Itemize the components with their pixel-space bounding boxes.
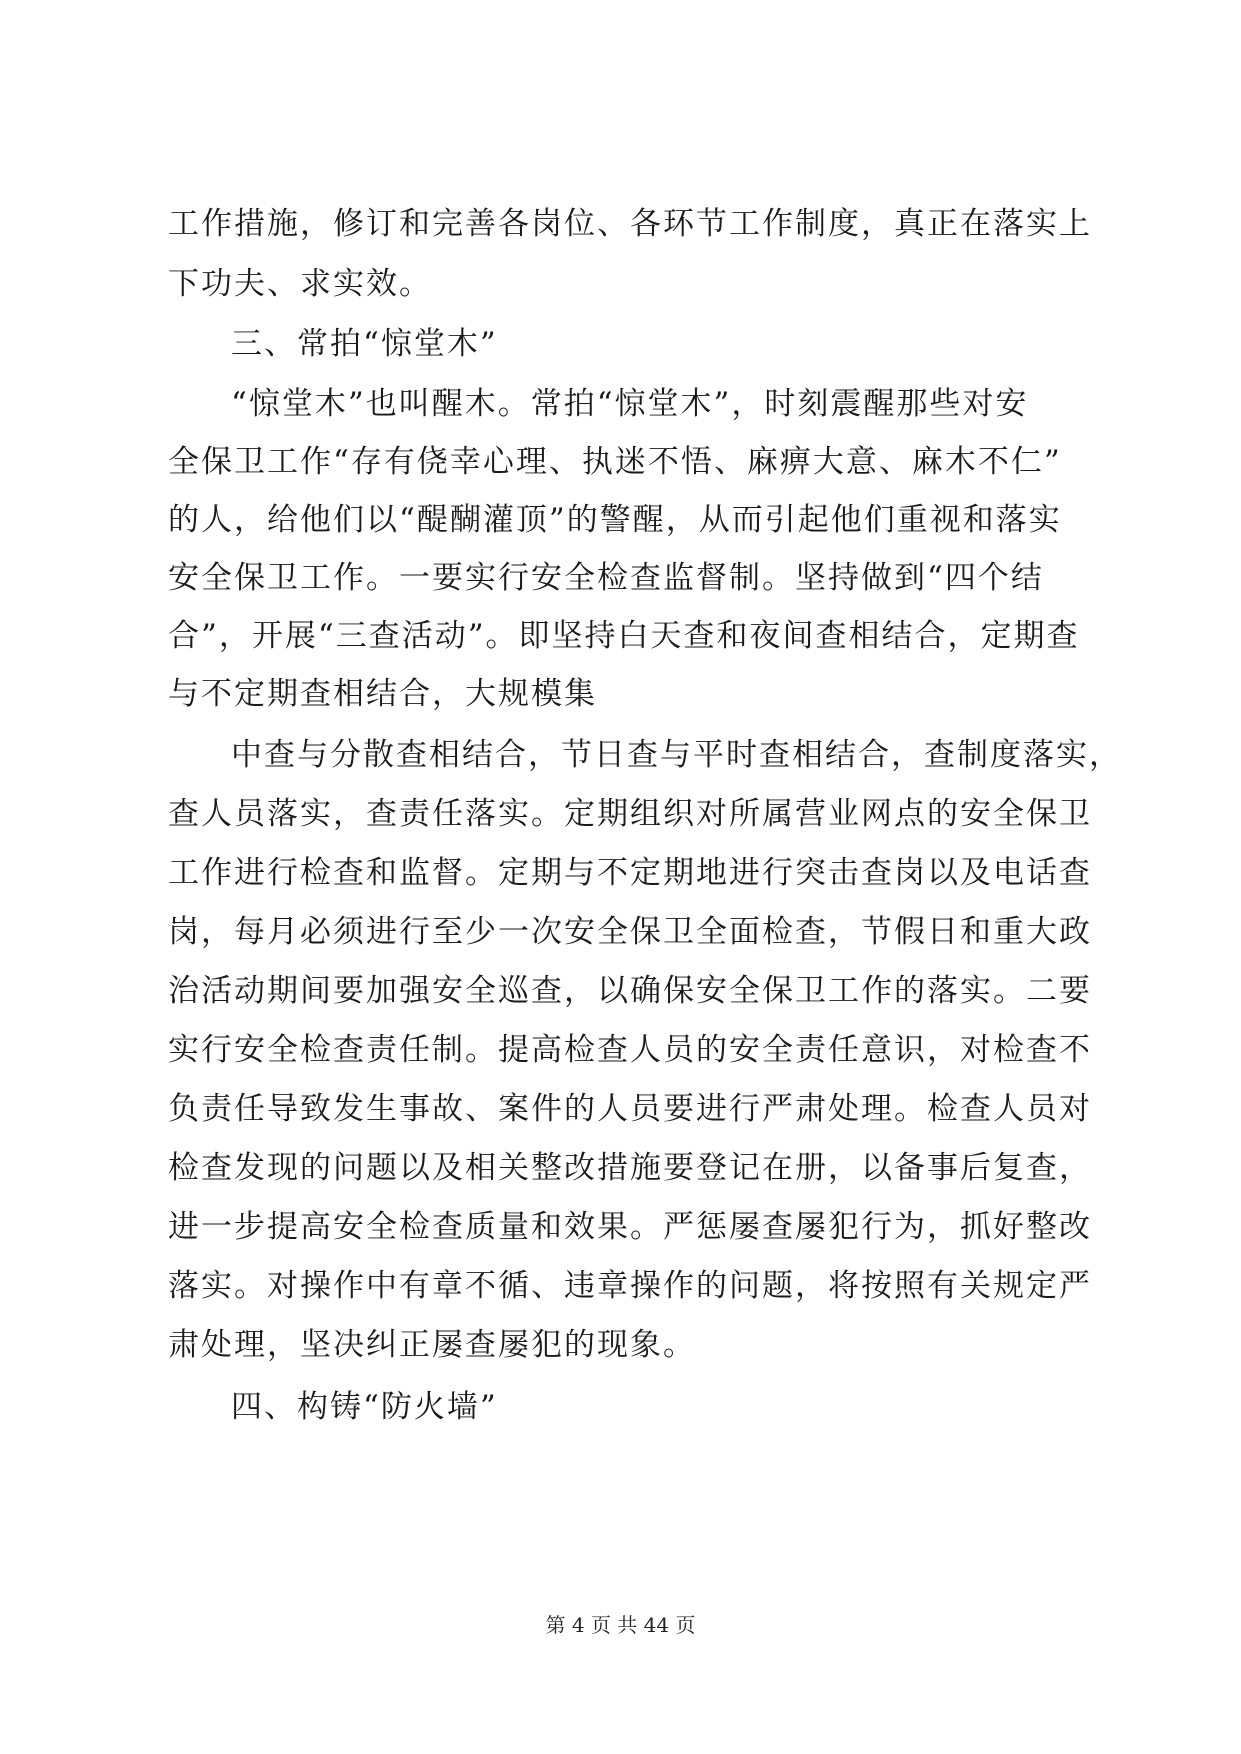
section-heading: 四、构铸“防火墙”: [231, 1389, 498, 1425]
paragraph-line: 下功夫、求实效。: [168, 266, 432, 302]
paragraph-line: 治活动期间要加强安全巡查，以确保安全保卫工作的落实。二要: [168, 973, 1092, 1009]
paragraph-line: 查人员落实，查责任落实。定期组织对所属营业网点的安全保卫: [168, 796, 1092, 832]
section-heading: 三、常拍“惊堂木”: [231, 326, 498, 362]
page-number-footer: 第 4 页 共 44 页: [545, 1613, 696, 1637]
paragraph-line: 岗，每月必须进行至少一次安全保卫全面检查，节假日和重大政: [168, 914, 1092, 950]
paragraph-line: 肃处理，坚决纠正屡查屡犯的现象。: [168, 1327, 696, 1363]
paragraph-line: 工作进行检查和监督。定期与不定期地进行突击查岗以及电话查: [168, 855, 1092, 891]
paragraph-line: 实行安全检查责任制。提高检查人员的安全责任意识，对检查不: [168, 1032, 1092, 1068]
paragraph-line: 负责任导致发生事故、案件的人员要进行严肃处理。检查人员对: [168, 1091, 1092, 1127]
paragraph-line: 工作措施，修订和完善各岗位、各环节工作制度，真正在落实上: [168, 206, 1092, 242]
paragraph-line: 进一步提高安全检查质量和效果。严惩屡查屡犯行为，抓好整改: [168, 1209, 1092, 1245]
paragraph-line: “惊堂木”也叫醒木。常拍“惊堂木”，时刻震醒那些对安: [231, 386, 1029, 422]
paragraph-line: 中查与分散查相结合，节日查与平时查相结合，查制度落实，: [231, 737, 1122, 773]
paragraph-line: 检查发现的问题以及相关整改措施要登记在册，以备事后复查，: [168, 1150, 1092, 1186]
paragraph-line: 全保卫工作“存有侥幸心理、执迷不悟、麻痹大意、麻木不仁”: [168, 444, 1062, 480]
paragraph-line: 合”，开展“三查活动”。即坚持白天查和夜间查相结合，定期查: [168, 618, 1080, 654]
paragraph-line: 安全保卫工作。一要实行安全检查监督制。坚持做到“四个结: [168, 560, 1044, 596]
paragraph-line: 与不定期查相结合，大规模集: [168, 676, 597, 712]
paragraph-line: 落实。对操作中有章不循、违章操作的问题，将按照有关规定严: [168, 1268, 1092, 1304]
paragraph-line: 的人，给他们以“醍醐灌顶”的警醒，从而引起他们重视和落实: [168, 502, 1062, 538]
